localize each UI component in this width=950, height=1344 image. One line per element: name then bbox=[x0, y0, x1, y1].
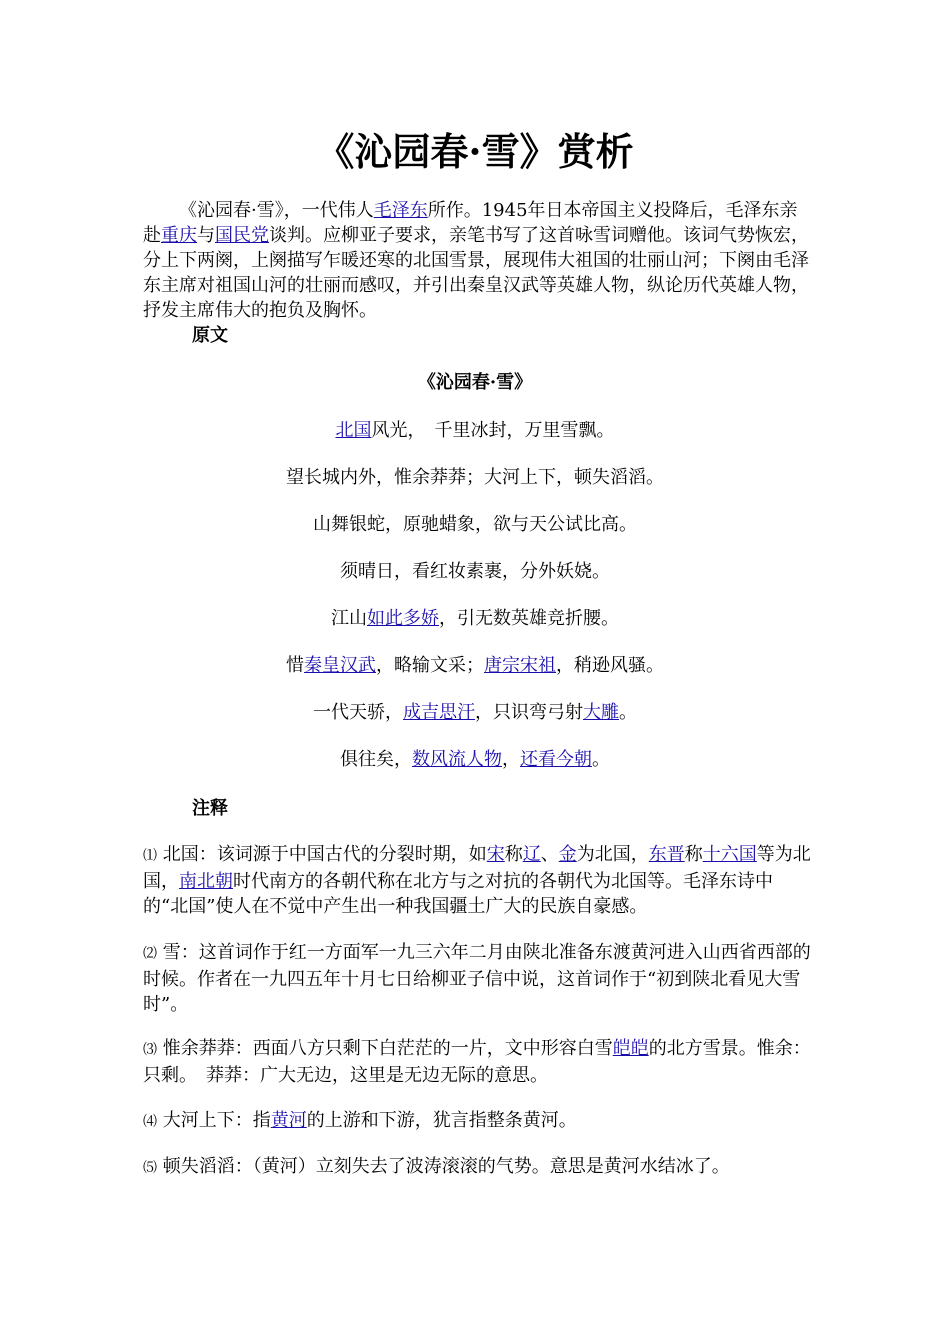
text-segment: 雪：这首词作于红一方面军一九三六年二月由陕北准备东渡黄河进入山西省西部的时候。作者在一九四五年十月七日给柳亚子信中说，这首词作于“初到陕北看见大雪时”。 bbox=[143, 942, 811, 1015]
text-segment: 惟余莽莽：西面八方只剩下白茫茫的一片，文中形容白雪 bbox=[157, 1038, 613, 1059]
text-segment: ，引无数英雄竞折腰。 bbox=[439, 608, 619, 629]
poem-line bbox=[0, 418, 950, 465]
note-number: ⑴ bbox=[143, 848, 157, 864]
text-segment: 称 bbox=[504, 844, 523, 865]
text-link[interactable]: 重庆 bbox=[161, 225, 197, 246]
poem-body bbox=[0, 418, 950, 794]
note-item bbox=[143, 1036, 813, 1088]
note-item bbox=[143, 1154, 813, 1181]
text-segment: 《沁园春·雪》，一代伟人 bbox=[179, 200, 374, 221]
text-segment: 北国：该词源于中国古代的分裂时期，如 bbox=[157, 844, 487, 865]
text-segment: 望长城内外，惟余莽莽；大河上下，顿失滔滔。 bbox=[286, 467, 664, 488]
text-segment: ，略输文采； bbox=[376, 655, 484, 676]
poem-line bbox=[0, 465, 950, 512]
text-segment: 等为北国， bbox=[143, 844, 811, 892]
text-segment: 的北方雪景。惟余：只剩。 莽莽：广大无边，这里是无边无际的意思。 bbox=[143, 1038, 811, 1086]
note-number: ⑸ bbox=[143, 1160, 157, 1176]
poem-line bbox=[0, 653, 950, 700]
text-segment: ，稍逊风骚。 bbox=[556, 655, 664, 676]
text-segment: 。 bbox=[592, 749, 610, 770]
text-segment: ， bbox=[502, 749, 520, 770]
text-link[interactable]: 数风流人物 bbox=[412, 749, 502, 770]
text-link[interactable]: 毛泽东 bbox=[373, 200, 428, 221]
note-item bbox=[143, 940, 813, 1017]
text-link[interactable]: 大雕 bbox=[583, 702, 619, 723]
text-link[interactable]: 金 bbox=[558, 844, 577, 865]
text-segment: 须晴日，看红妆素裹，分外妖娆。 bbox=[340, 561, 610, 582]
note-number: ⑵ bbox=[143, 946, 157, 962]
note-number: ⑶ bbox=[143, 1042, 157, 1058]
poem-title: 《沁园春·雪》 bbox=[417, 372, 533, 393]
text-link[interactable]: 还看今朝 bbox=[520, 749, 592, 770]
text-segment: 大河上下：指 bbox=[157, 1110, 271, 1131]
text-link[interactable]: 皑皑 bbox=[612, 1038, 649, 1059]
original-text-label: 原文 bbox=[192, 325, 228, 346]
text-segment: 山舞银蛇，原驰蜡象，欲与天公试比高。 bbox=[313, 514, 637, 535]
text-segment: 一代天骄， bbox=[313, 702, 403, 723]
poem-line bbox=[0, 512, 950, 559]
text-segment: 时代南方的各朝代称在北方与之对抗的各朝代为北国等。毛泽东诗中的“北国”使人在不觉中产生出一种我国疆土广大的民族自豪感。 bbox=[143, 871, 773, 917]
text-link[interactable]: 秦皇汉武 bbox=[304, 655, 376, 676]
text-link[interactable]: 南北朝 bbox=[179, 871, 233, 892]
text-link[interactable]: 辽 bbox=[522, 844, 541, 865]
text-segment: 。 bbox=[619, 702, 637, 723]
text-segment: 顿失滔滔：（黄河）立刻失去了波涛滚滚的气势。意思是黄河水结冰了。 bbox=[157, 1156, 730, 1177]
page-title: 《沁园春·雪》赏析 bbox=[316, 129, 634, 174]
text-segment: 所作。1945年日本帝国主义投降后，毛泽东亲赴 bbox=[143, 200, 798, 246]
note-item bbox=[143, 842, 813, 919]
text-segment: 谈判。应柳亚子要求，亲笔书写了这首咏雪词赠他。该词气势恢宏，分上下两阕，上阕描写乍暖还寒的北国雪景，展现伟大祖国的壮丽山河；下阕由毛泽东主席对祖国山河的壮丽而感叹，并引出秦皇汉武等英雄人物，纵论历代英雄人物，抒发主席伟大的抱负及胸怀。 bbox=[143, 225, 809, 321]
note-number: ⑷ bbox=[143, 1114, 157, 1130]
text-segment: 江山 bbox=[331, 608, 367, 629]
poem-line bbox=[0, 747, 950, 794]
text-segment: 与 bbox=[197, 225, 215, 246]
text-link[interactable]: 成吉思汗 bbox=[403, 702, 475, 723]
text-segment: 风光， 千里冰封，万里雪飘。 bbox=[371, 420, 615, 441]
note-item bbox=[143, 1108, 813, 1135]
intro-paragraph bbox=[143, 198, 813, 323]
text-link[interactable]: 宋 bbox=[486, 844, 505, 865]
text-link[interactable]: 唐宗宋祖 bbox=[484, 655, 556, 676]
text-link[interactable]: 东晋 bbox=[648, 844, 685, 865]
text-segment: ，只识弯弓射 bbox=[475, 702, 583, 723]
text-link[interactable]: 如此多娇 bbox=[367, 608, 439, 629]
text-segment: 称 bbox=[684, 844, 703, 865]
text-link[interactable]: 十六国 bbox=[702, 844, 757, 865]
text-segment: 俱往矣， bbox=[340, 749, 412, 770]
poem-line bbox=[0, 606, 950, 653]
text-segment: 惜 bbox=[286, 655, 304, 676]
text-segment: 为北国， bbox=[576, 844, 649, 865]
text-link[interactable]: 北国 bbox=[335, 420, 372, 441]
notes-label: 注释 bbox=[192, 798, 228, 819]
text-segment: 的上游和下游，犹言指整条黄河。 bbox=[306, 1110, 577, 1131]
poem-line bbox=[0, 559, 950, 606]
poem-line bbox=[0, 700, 950, 747]
text-link[interactable]: 国民党 bbox=[215, 225, 269, 246]
text-segment: 、 bbox=[540, 844, 559, 865]
text-link[interactable]: 黄河 bbox=[270, 1110, 307, 1131]
